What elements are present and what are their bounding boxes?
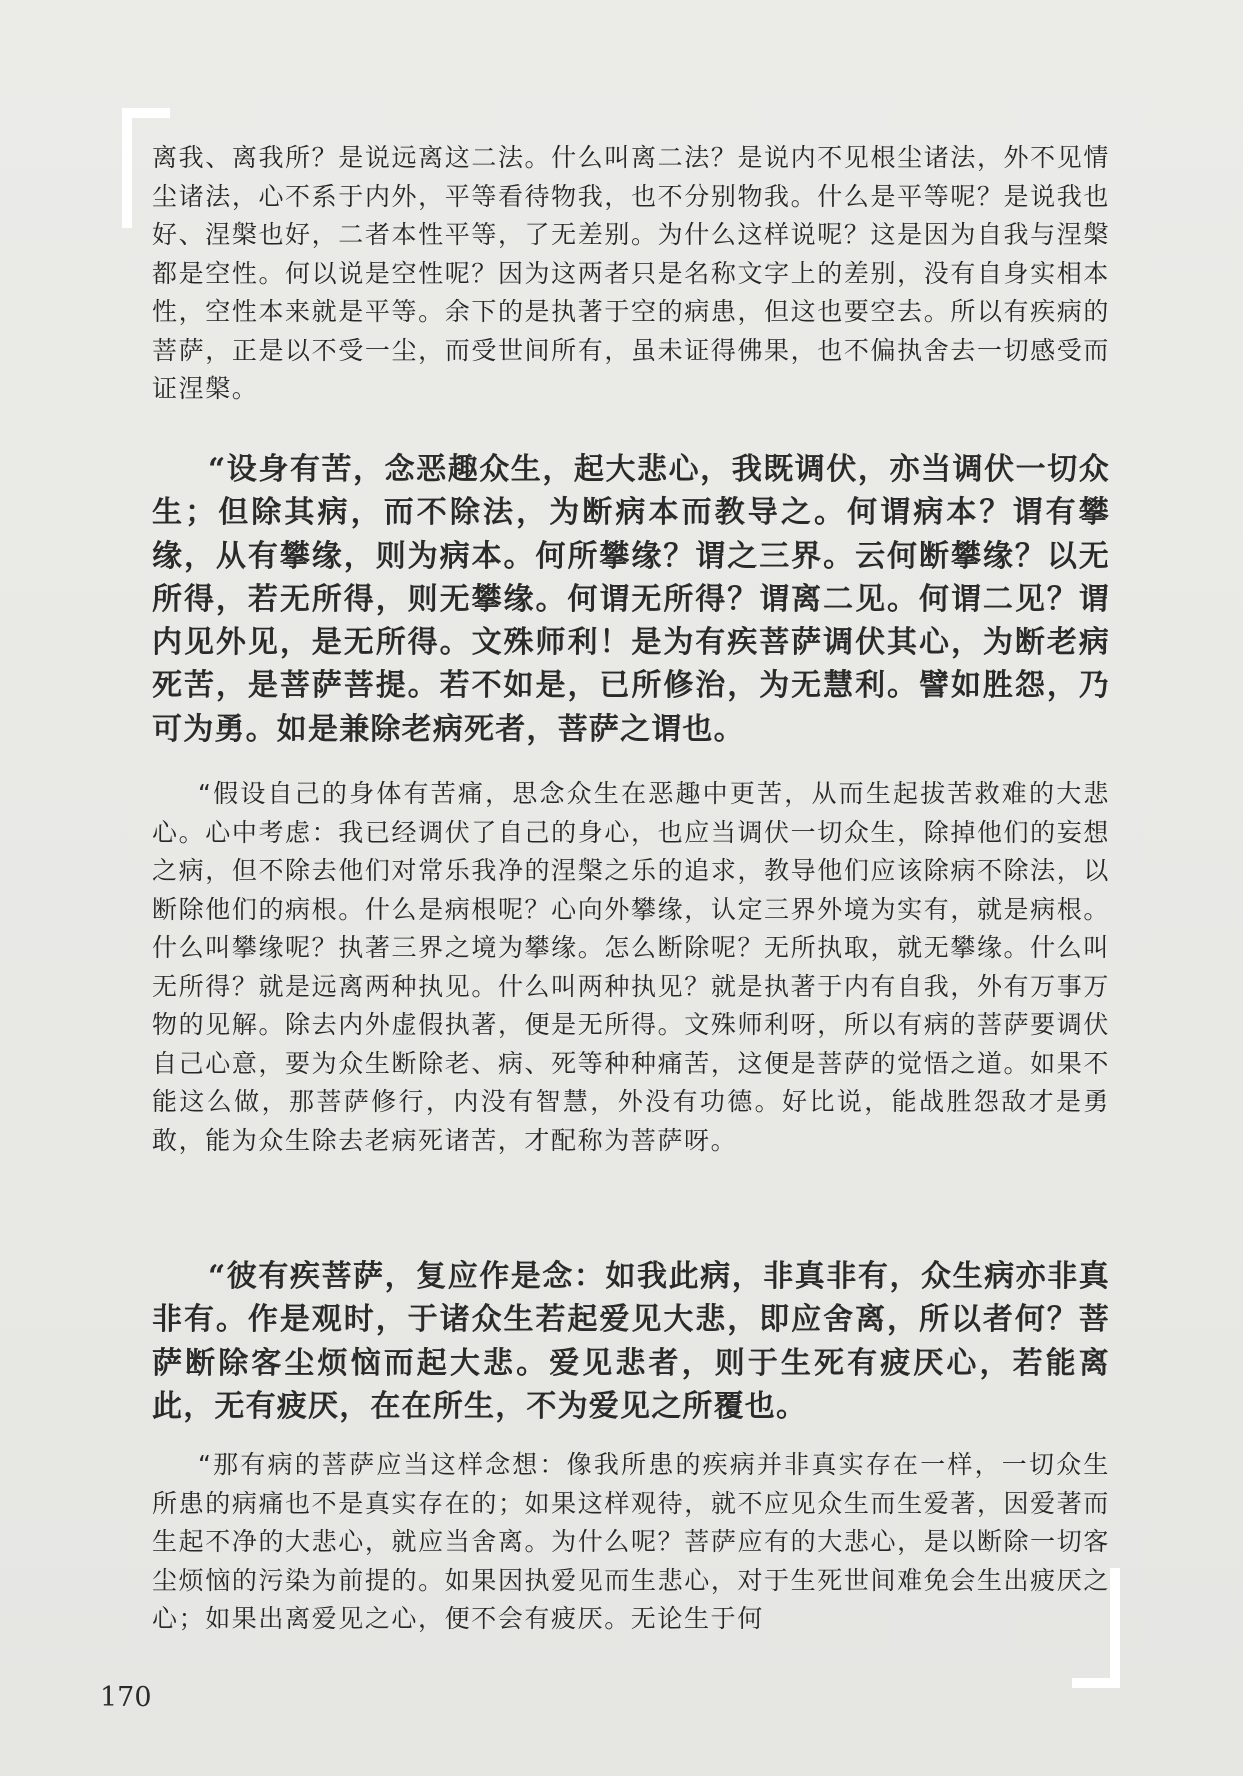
paragraph-original-2: “彼有疾菩萨，复应作是念：如我此病，非真非有，众生病亦非真非有。作是观时，于诸众生若起爱见大悲，即应舍离，所以者何？菩萨断除客尘烦恼而起大悲。爱见悲者，则于生死有疲厌心，若能离此，无有疲厌，在在所生，不为爱见之所覆也。 — [152, 1259, 1110, 1424]
paragraph-translation-3: “那有病的菩萨应当这样念想：像我所患的疾病并非真实存在一样，一切众生所患的病痛也不是真实存在的；如果这样观待，就不应见众生而生爱著，因爱著而生起不净的大悲心，就应当舍离。为什么呢？菩萨应有的大悲心，是以断除一切客尘烦恼的污染为前提的。如果因执爱见而生悲心，对于生死世间难免会生出疲厌之心；如果出离爱见之心，便不会有疲厌。无论生于何 — [152, 1450, 1110, 1633]
paragraph-translation-2: “假设自己的身体有苦痛，思念众生在恶趣中更苦，从而生起拔苦救难的大悲心。心中考虑：我已经调伏了自己的身心，也应当调伏一切众生，除掉他们的妄想之病，但不除去他们对常乐我净的涅槃之乐的追求，教导他们应该除病不除法，以断除他们的病根。什么是病根呢？心向外攀缘，认定三界外境为实有，就是病根。什么叫攀缘呢？执著三界之境为攀缘。怎么断除呢？无所执取，就无攀缘。什么叫无所得？就是远离两种执见。什么叫两种执见？就是执著于内有自我，外有万事万物的见解。除去内外虚假执著，便是无所得。文殊师利呀，所以有病的菩萨要调伏自己心意，要为众生断除老、病、死等种种痛苦，这便是菩萨的觉悟之道。如果不能这么做，那菩萨修行，内没有智慧，外没有功德。好比说，能战胜怨敌才是勇敢，能为众生除去老病死诸苦，才配称为菩萨呀。 — [152, 779, 1110, 1155]
paragraph-original-1: “设身有苦，念恶趣众生，起大悲心，我既调伏，亦当调伏一切众生；但除其病，而不除法，为断病本而教导之。何谓病本？谓有攀缘，从有攀缘，则为病本。何所攀缘？谓之三界。云何断攀缘？以无所得，若无所得，则无攀缘。何谓无所得？谓离二见。何谓二见？谓内见外见，是无所得。文殊师利！是为有疾菩萨调伏其心，为断老病死苦，是菩萨菩提。若不如是，已所修治，为无慧利。譬如胜怨，乃可为勇。如是兼除老病死者，菩萨之谓也。 — [152, 452, 1110, 747]
paragraph-translation-1: 离我、离我所？是说远离这二法。什么叫离二法？是说内不见根尘诸法，外不见情尘诸法，心不系于内外，平等看待物我，也不分别物我。什么是平等呢？是说我也好、涅槃也好，二者本性平等，了无差别。为什么这样说呢？这是因为自我与涅槃都是空性。何以说是空性呢？因为这两者只是名称文字上的差别，没有自身实相本性，空性本来就是平等。余下的是执著于空的病患，但这也要空去。所以有疾病的菩萨，正是以不受一尘，而受世间所有，虽未证得佛果，也不偏执舍去一切感受而证涅槃。 — [152, 143, 1110, 403]
page-number: 170 — [100, 1682, 152, 1713]
